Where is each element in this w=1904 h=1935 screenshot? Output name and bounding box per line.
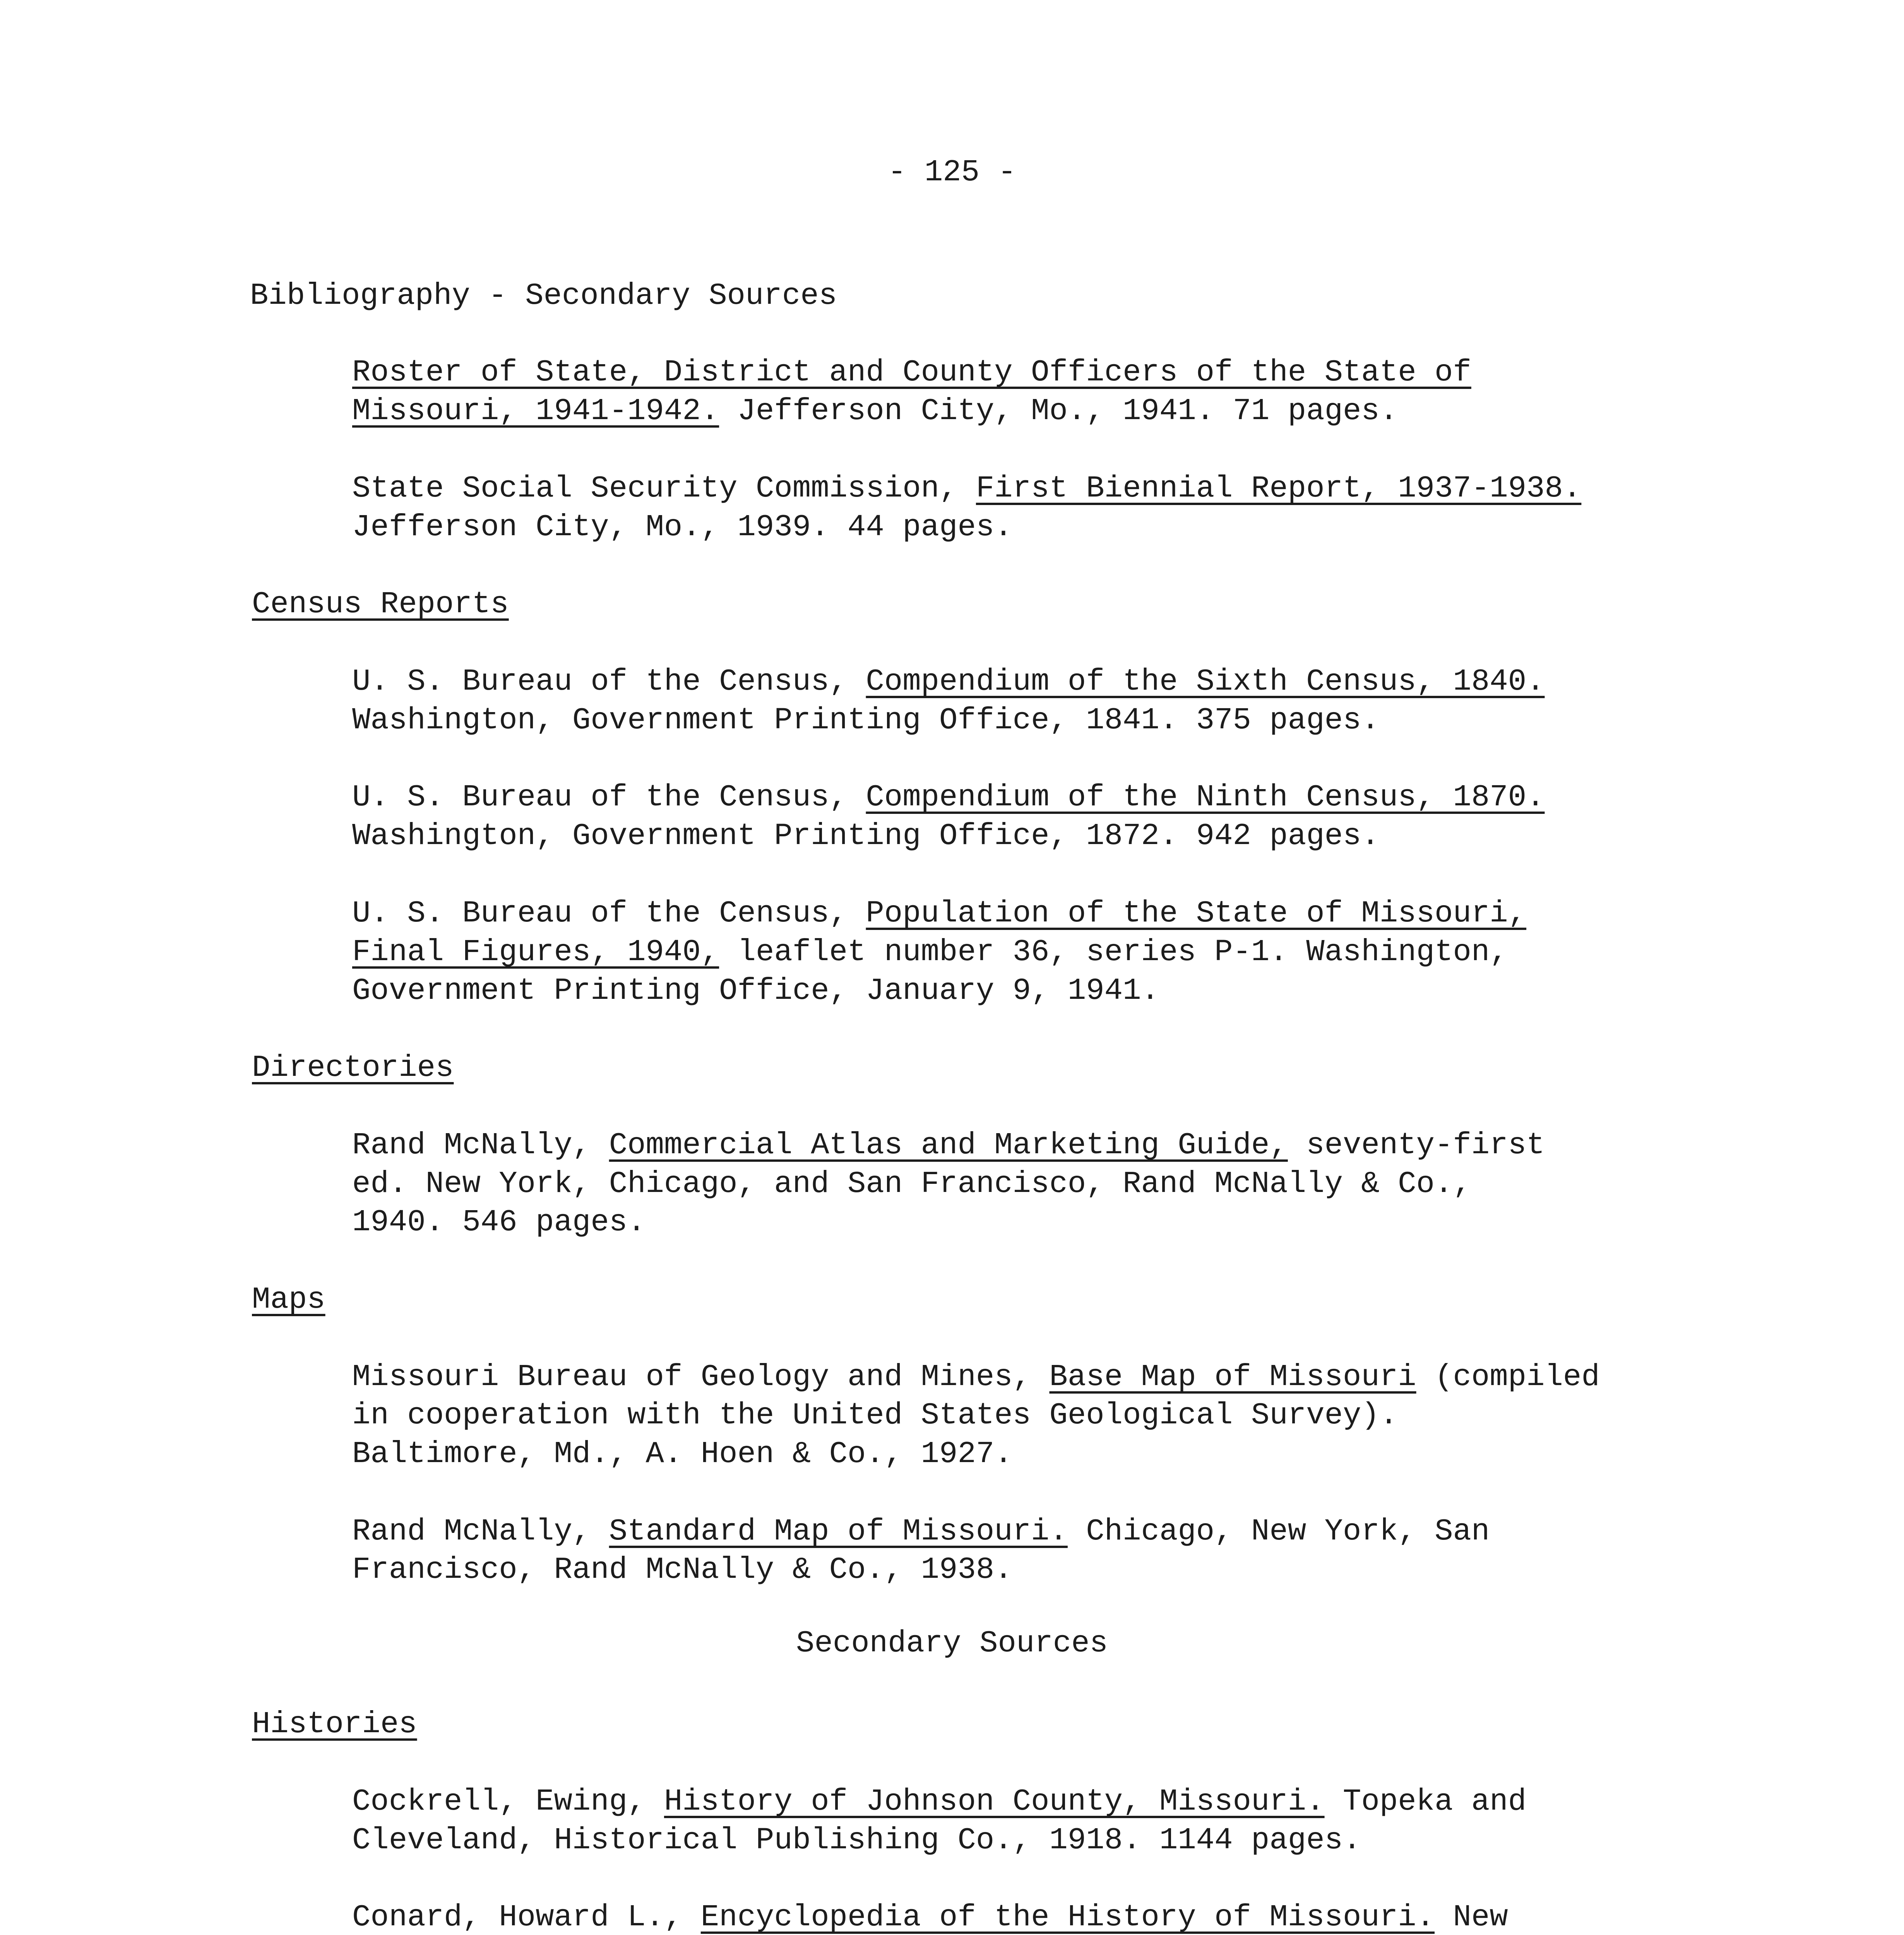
entry-conard-title: Encyclopedia of the History of Missouri.: [700, 1900, 1435, 1935]
entry-social-security-author: State Social Security Commission,: [352, 471, 976, 506]
entry-census-1940-line-3: Government Printing Office, January 9, 1941.: [352, 973, 1159, 1008]
entry-conard-author: Conard, Howard L.,: [352, 1900, 701, 1935]
entry-census-1840-line-1: [352, 662, 1545, 701]
entry-social-security-title: First Biennial Report, 1937-1938.: [976, 471, 1582, 506]
entry-social-security-line-1: [352, 469, 1581, 508]
entry-conard-place: New: [1435, 1900, 1508, 1935]
entry-base-map-line-3: Baltimore, Md., A. Hoen & Co., 1927.: [352, 1437, 1013, 1471]
heading-histories: Histories: [252, 1707, 417, 1742]
entry-rand-atlas-line-1: [352, 1126, 1545, 1165]
entry-census-1840-title: Compendium of the Sixth Census, 1840.: [866, 664, 1545, 699]
entry-rand-atlas-line-2: ed. New York, Chicago, and San Francisco, Rand McNally & Co.,: [352, 1166, 1471, 1201]
entry-base-map-line-2: in cooperation with the United States Geological Survey).: [352, 1398, 1398, 1433]
entry-rand-atlas-edition: seventy-first: [1288, 1128, 1545, 1163]
entry-cockrell-title: History of Johnson County, Missouri.: [664, 1784, 1325, 1819]
entry-rand-atlas-title: Commercial Atlas and Marketing Guide,: [609, 1128, 1288, 1163]
entry-census-1940-title-part-2: Final Figures, 1940,: [352, 935, 719, 969]
entry-roster-imprint: Jefferson City, Mo., 1941. 71 pages.: [719, 394, 1398, 428]
heading-census-reports: Census Reports: [252, 587, 509, 622]
entry-base-map-author: Missouri Bureau of Geology and Mines,: [352, 1360, 1050, 1394]
heading-maps: Maps: [252, 1282, 325, 1317]
entry-census-1840-line-2: Washington, Government Printing Office, 1841. 375 pages.: [352, 703, 1380, 738]
entry-census-1940-line-1: [352, 894, 1526, 933]
entry-base-map-title: Base Map of Missouri: [1049, 1360, 1416, 1394]
entry-standard-map-title: Standard Map of Missouri.: [609, 1514, 1068, 1549]
entry-cockrell-place: Topeka and: [1324, 1784, 1527, 1819]
entry-standard-map-line-2: Francisco, Rand McNally & Co., 1938.: [352, 1552, 1013, 1587]
entry-roster-title-part-2: Missouri, 1941-1942.: [352, 394, 719, 428]
entry-cockrell-author: Cockrell, Ewing,: [352, 1784, 664, 1819]
entry-roster-line-2: [352, 392, 1398, 431]
section-subtitle: Secondary Sources: [796, 1626, 1108, 1661]
page-title: Bibliography - Secondary Sources: [250, 278, 837, 313]
entry-cockrell-line-2: Cleveland, Historical Publishing Co., 1918. 1144 pages.: [352, 1823, 1361, 1858]
heading-directories: Directories: [252, 1050, 454, 1085]
entry-roster-title-part-1: Roster of State, District and County Officers of the State of: [352, 355, 1471, 390]
entry-cockrell-line-1: [352, 1782, 1526, 1821]
entry-census-1870-line-1: [352, 778, 1545, 817]
entry-census-1840-author: U. S. Bureau of the Census,: [352, 664, 866, 699]
entry-census-1940-series: leaflet number 36, series P-1. Washington,: [719, 935, 1508, 969]
entry-census-1870-author: U. S. Bureau of the Census,: [352, 780, 866, 815]
entry-census-1940-title-part-1: Population of the State of Missouri,: [866, 896, 1527, 931]
entry-roster-line-1: [352, 353, 1471, 392]
entry-social-security-line-2: Jefferson City, Mo., 1939. 44 pages.: [352, 510, 1013, 545]
entry-standard-map-imprint: Chicago, New York, San: [1067, 1514, 1490, 1549]
entry-census-1870-line-2: Washington, Government Printing Office, 1872. 942 pages.: [352, 819, 1380, 853]
entry-standard-map-author: Rand McNally,: [352, 1514, 609, 1549]
entry-census-1870-title: Compendium of the Ninth Census, 1870.: [866, 780, 1545, 815]
entry-standard-map-line-1: [352, 1512, 1490, 1551]
entry-census-1940-line-2: [352, 933, 1508, 972]
entry-census-1940-author: U. S. Bureau of the Census,: [352, 896, 866, 931]
entry-conard-line-1: [352, 1898, 1508, 1935]
entry-base-map-note: (compiled: [1416, 1360, 1600, 1394]
entry-base-map-line-1: [352, 1358, 1600, 1397]
entry-rand-atlas-line-3: 1940. 546 pages.: [352, 1205, 646, 1240]
page-number: - 125 -: [888, 155, 1016, 190]
entry-rand-atlas-author: Rand McNally,: [352, 1128, 609, 1163]
